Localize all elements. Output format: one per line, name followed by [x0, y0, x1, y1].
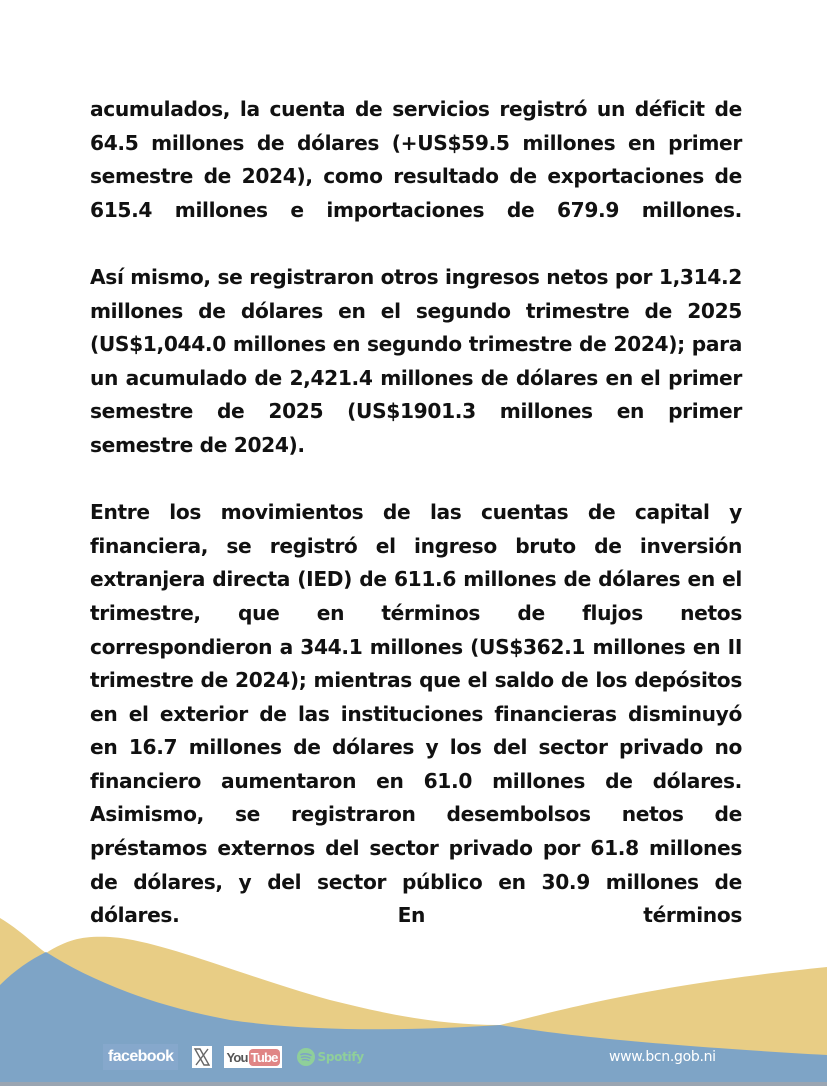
document-body [90, 93, 742, 966]
social-links [103, 1044, 364, 1070]
facebook-link[interactable] [103, 1044, 178, 1070]
x-icon [194, 1048, 210, 1066]
youtube-logo-you: You [226, 1049, 248, 1065]
paragraph-capital-financial: Entre los movimientos de las cuentas de capital y financiera, se registró el ingreso bruto de inversión extranjera directa (IED) de 611.6 millones de dólares en el trimestre, que en términos de flujos netos correspondieron a 344.1 millones (US$362.1 millones en II trimestre de 2024); mientras que el saldo de los depósitos en el exterior de las instituciones financieras disminuyó en 16.7 millones de dólares y los del sector privado no financiero aumentaron en 61.0 millones de dólares. Asimismo, se registraron desembolsos netos de préstamos externos del sector privado por 61.8 millones de dólares, y del sector público en 30.9 millones de dólares. En términos [90, 500, 742, 928]
youtube-link[interactable] [224, 1046, 281, 1068]
bottom-border [0, 1082, 827, 1086]
x-link[interactable] [192, 1046, 212, 1068]
facebook-logo-text: facebook [108, 1048, 174, 1065]
spotify-icon [296, 1047, 316, 1067]
paragraph-services-account: acumulados, la cuenta de servicios registró un déficit de 64.5 millones de dólares (+US$59.5 millones en primer semestre de 2024), como resultado de exportaciones de 615.4 millones e importaciones de 679.9 millones. [90, 97, 742, 222]
website-url[interactable]: www.bcn.gob.ni [609, 1049, 716, 1065]
spotify-logo-text: Spotify [317, 1050, 364, 1064]
youtube-logo-tube: Tube [250, 1049, 278, 1065]
paragraph-other-income: Así mismo, se registraron otros ingresos netos por 1,314.2 millones de dólares en el segundo trimestre de 2025 (US$1,044.0 millones en segundo trimestre de 2024); para un acumulado de 2,421.4 millones de dólares en el primer semestre de 2025 (US$1901.3 millones en primer semestre de 2024). [90, 264, 742, 457]
spotify-link[interactable] [296, 1047, 364, 1067]
